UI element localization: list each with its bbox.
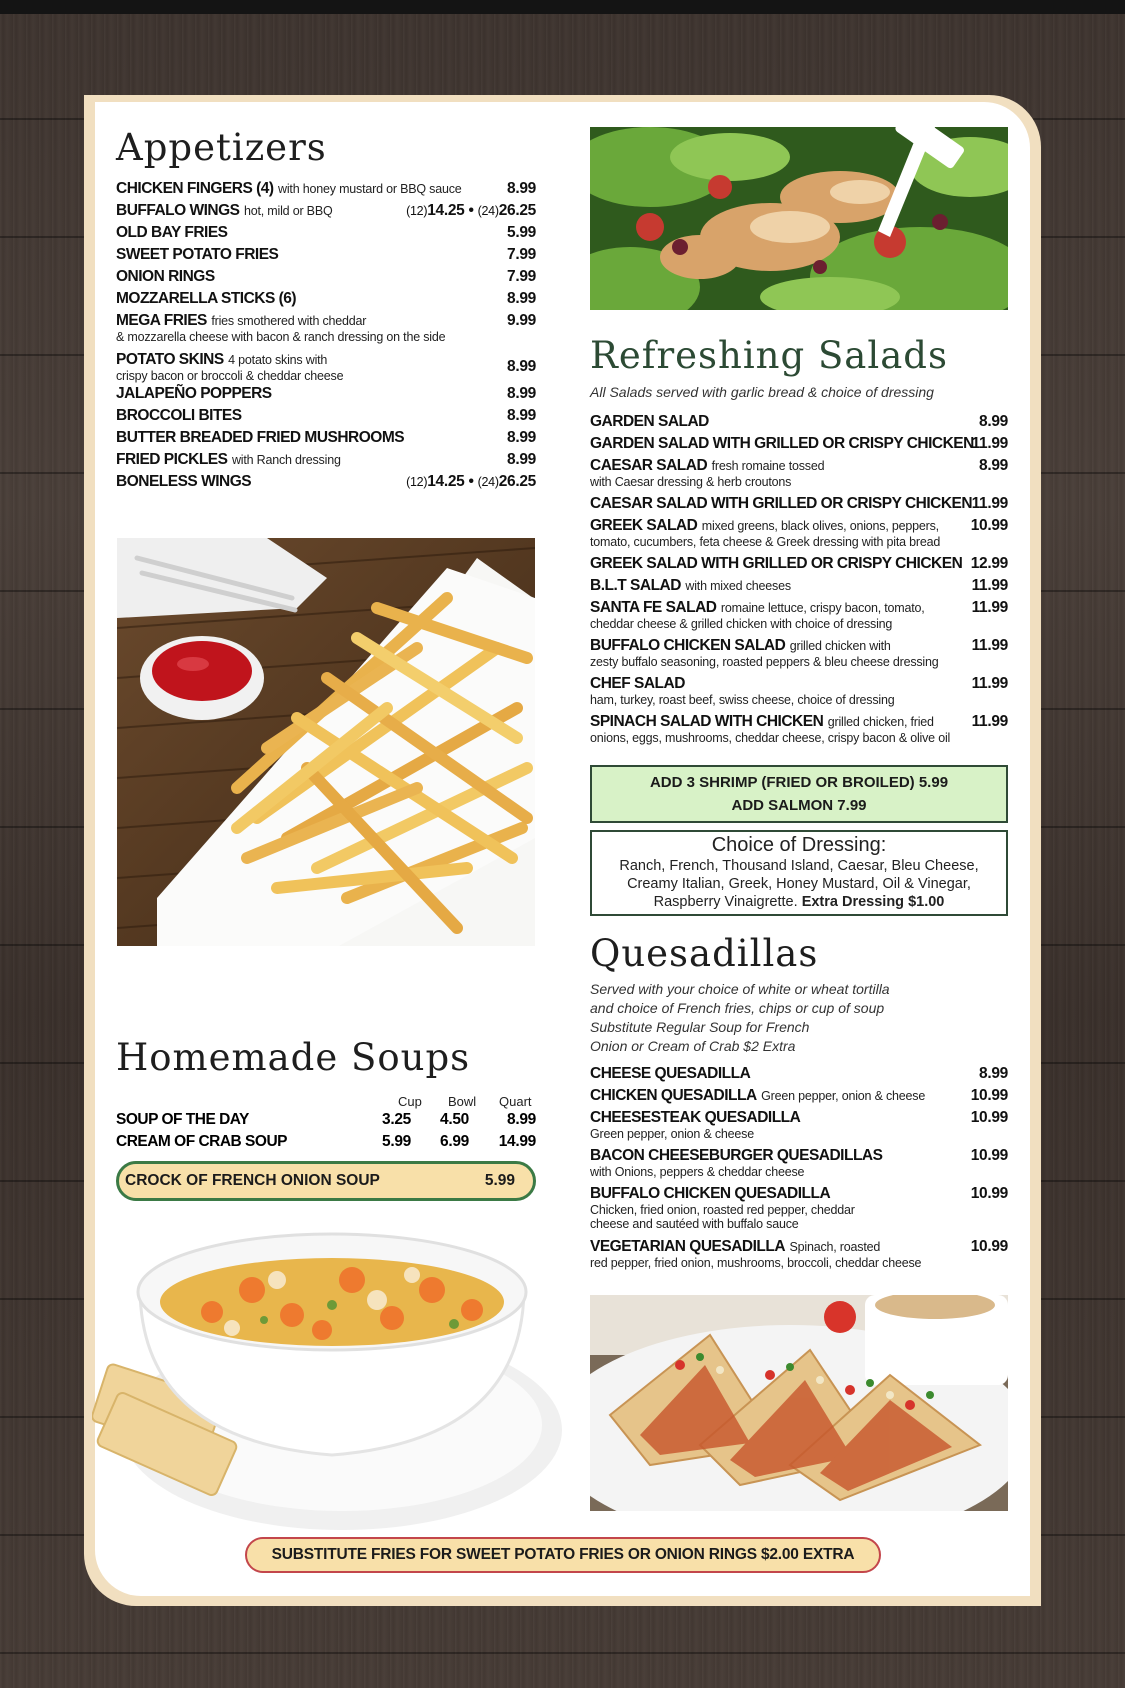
quesadillas-title: Quesadillas — [590, 932, 819, 975]
soup-photo — [92, 1220, 562, 1540]
addon-salmon: ADD SALMON 7.99 — [731, 797, 867, 814]
menu-item — [116, 180, 536, 202]
item-price: 8.99 — [507, 385, 536, 402]
item-price: 11.99 — [971, 435, 1008, 452]
soup-name: SOUP OF THE DAY — [116, 1111, 249, 1128]
menu-item — [116, 268, 536, 290]
dressing-title: Choice of Dressing: — [711, 834, 887, 856]
appetizers-title: Appetizers — [116, 126, 327, 169]
item-name: MOZZARELLA STICKS (6) — [116, 290, 297, 307]
menu-item — [116, 202, 536, 224]
item-price: 11.99 — [971, 577, 1008, 594]
item-price: 7.99 — [507, 268, 536, 285]
soup-row — [116, 1111, 536, 1133]
item-desc: mixed greens, black olives, onions, peppers, — [701, 519, 939, 533]
item-price: 8.99 — [507, 358, 536, 375]
item-desc: with mixed cheeses — [685, 579, 791, 593]
item-price: 8.99 — [507, 451, 536, 468]
item-price: 8.99 — [507, 180, 536, 197]
quesadillas-list — [590, 1065, 1008, 1276]
menu-item — [116, 224, 536, 246]
item-desc-2: onions, eggs, mushrooms, cheddar cheese, crispy bacon & olive oil — [590, 731, 951, 745]
menu-item — [116, 312, 536, 349]
item-desc: romaine lettuce, crispy bacon, tomato, — [720, 601, 925, 615]
menu-item — [590, 1087, 1008, 1109]
soups-table — [116, 1111, 536, 1155]
menu-item — [116, 473, 536, 495]
menu-item — [590, 675, 1008, 713]
item-desc: hot, mild or BBQ — [243, 204, 333, 218]
menu-item — [590, 713, 1008, 751]
item-desc: fries smothered with cheddar — [211, 314, 367, 328]
salads-section — [590, 334, 1008, 378]
appetizers-list — [116, 180, 536, 495]
quesadilla-photo — [590, 1295, 1008, 1511]
crock-soup-pill — [116, 1161, 536, 1201]
menu-item — [116, 407, 536, 429]
extra-dressing-price: Extra Dressing $1.00 — [801, 894, 945, 910]
item-desc-2: Green pepper, onion & cheese — [590, 1127, 754, 1141]
soups-title: Homemade Soups — [116, 1036, 471, 1079]
item-desc-2: zesty buffalo seasoning, roasted peppers & bleu cheese dressing — [590, 655, 939, 669]
item-desc-2: Chicken, fried onion, roasted red pepper, cheddar — [590, 1203, 855, 1217]
quesadilla-illustration — [590, 1295, 1008, 1511]
item-name: GARDEN SALAD — [590, 413, 709, 430]
item-name: CHICKEN FINGERS (4) — [116, 180, 274, 197]
soup-bowl-price: 4.50 — [440, 1111, 469, 1128]
top-bar — [0, 0, 1125, 14]
item-desc: fresh romaine tossed — [711, 459, 825, 473]
item-price: 11.99 — [971, 675, 1008, 692]
item-name: GREEK SALAD — [590, 517, 698, 534]
item-desc-2: & mozzarella cheese with bacon & ranch dressing on the side — [116, 330, 446, 344]
item-price-multi: (12)14.25 • (24)26.25 — [406, 202, 536, 219]
item-price: 8.99 — [979, 1065, 1008, 1082]
menu-item — [590, 435, 1008, 457]
item-price: 10.99 — [970, 1087, 1008, 1104]
quesadilla-note: Onion or Cream of Crab $2 Extra — [590, 1038, 796, 1054]
soup-cup-price: 3.25 — [382, 1111, 411, 1128]
item-desc: Green pepper, onion & cheese — [761, 1089, 926, 1103]
item-name: VEGETARIAN QUESADILLA — [590, 1238, 786, 1255]
item-name: SWEET POTATO FRIES — [116, 246, 279, 263]
menu-item — [590, 1065, 1008, 1087]
item-price: 8.99 — [507, 429, 536, 446]
menu-item — [116, 429, 536, 451]
quesadilla-note: and choice of French fries, chips or cup of soup — [590, 1000, 885, 1016]
fries-illustration — [117, 538, 535, 946]
item-name: SPINACH SALAD WITH CHICKEN — [590, 713, 824, 730]
dressing-line-2: Creamy Italian, Greek, Honey Mustard, Oil & Vinegar, — [627, 876, 971, 892]
menu-item — [590, 1147, 1008, 1185]
substitute-fries-note: SUBSTITUTE FRIES FOR SWEET POTATO FRIES OR ONION RINGS $2.00 EXTRA — [245, 1537, 881, 1573]
item-desc-2: crispy bacon or broccoli & cheddar cheese — [116, 369, 344, 383]
salad-addons-box — [590, 765, 1008, 823]
soups-section — [116, 1036, 536, 1080]
soup-quart-price: 8.99 — [507, 1111, 536, 1128]
item-desc: grilled chicken, fried — [827, 715, 934, 729]
item-desc: with honey mustard or BBQ sauce — [278, 182, 462, 196]
menu-item — [590, 1109, 1008, 1147]
salads-subtitle: All Salads served with garlic bread & choice of dressing — [590, 384, 934, 400]
addon-shrimp: ADD 3 SHRIMP (FRIED OR BROILED) 5.99 — [649, 774, 949, 791]
item-price: 11.99 — [971, 495, 1008, 512]
quesadillas-notes — [590, 980, 1008, 1056]
item-desc-2: tomato, cucumbers, feta cheese & Greek dressing with pita bread — [590, 535, 941, 549]
item-name: JALAPEÑO POPPERS — [116, 385, 272, 402]
item-desc: 4 potato skins with — [228, 353, 328, 367]
menu-item — [590, 577, 1008, 599]
soup-illustration — [92, 1220, 562, 1540]
item-name: CAESAR SALAD — [590, 457, 708, 474]
item-name: B.L.T SALAD — [590, 577, 681, 594]
menu-item — [590, 413, 1008, 435]
item-desc-2: red pepper, fried onion, mushrooms, broccoli, cheddar cheese — [590, 1256, 922, 1270]
menu-item — [590, 555, 1008, 577]
soup-bowl-price: 6.99 — [440, 1133, 469, 1150]
item-price: 10.99 — [970, 1238, 1008, 1255]
salads-list — [590, 413, 1008, 751]
soup-quart-price: 14.99 — [498, 1133, 536, 1150]
item-name: ONION RINGS — [116, 268, 215, 285]
item-price: 8.99 — [507, 290, 536, 307]
item-price: 11.99 — [971, 637, 1008, 654]
menu-item — [590, 495, 1008, 517]
item-price: 10.99 — [970, 1147, 1008, 1164]
menu-item — [590, 517, 1008, 555]
item-desc: with Ranch dressing — [231, 453, 341, 467]
item-name: CHICKEN QUESADILLA — [590, 1087, 757, 1104]
item-desc-2: with Caesar dressing & herb croutons — [590, 475, 792, 489]
item-name: OLD BAY FRIES — [116, 224, 228, 241]
menu-item — [590, 457, 1008, 495]
item-desc-2: ham, turkey, roast beef, swiss cheese, choice of dressing — [590, 693, 895, 707]
item-price: 11.99 — [971, 713, 1008, 730]
item-name: CHEESESTEAK QUESADILLA — [590, 1109, 801, 1126]
item-name: POTATO SKINS — [116, 351, 224, 368]
item-price: 9.99 — [507, 312, 536, 329]
item-price: 7.99 — [507, 246, 536, 263]
quesadillas-section — [590, 932, 1008, 976]
dressing-line-1: Ranch, French, Thousand Island, Caesar, Bleu Cheese, — [619, 858, 979, 874]
item-name: MEGA FRIES — [116, 312, 207, 329]
item-desc-2: cheddar cheese & grilled chicken with choice of dressing — [590, 617, 893, 631]
item-name: CHEF SALAD — [590, 675, 685, 692]
item-price: 10.99 — [970, 517, 1008, 534]
item-desc: grilled chicken with — [789, 639, 891, 653]
item-name: CAESAR SALAD WITH GRILLED OR CRISPY CHICKEN — [590, 495, 973, 512]
dressing-box — [590, 830, 1008, 916]
item-name: BUFFALO CHICKEN QUESADILLA — [590, 1185, 831, 1202]
item-price: 11.99 — [971, 599, 1008, 616]
soup-name: CREAM OF CRAB SOUP — [116, 1133, 287, 1150]
menu-item — [590, 637, 1008, 675]
item-name: SANTA FE SALAD — [590, 599, 717, 616]
column-header-quart: Quart — [499, 1094, 532, 1109]
crock-soup-name: CROCK OF FRENCH ONION SOUP — [125, 1172, 380, 1189]
menu-item — [590, 599, 1008, 637]
appetizers-section — [116, 126, 536, 170]
menu-item — [116, 290, 536, 312]
soup-cup-price: 5.99 — [382, 1133, 411, 1150]
salads-title: Refreshing Salads — [590, 334, 948, 377]
item-price: 10.99 — [970, 1109, 1008, 1126]
item-name: BUTTER BREADED FRIED MUSHROOMS — [116, 429, 405, 446]
item-price: 10.99 — [970, 1185, 1008, 1202]
item-price: 12.99 — [970, 555, 1008, 572]
item-name: BUFFALO CHICKEN SALAD — [590, 637, 786, 654]
quesadilla-note: Substitute Regular Soup for French — [590, 1019, 810, 1035]
column-header-bowl: Bowl — [448, 1094, 477, 1109]
crock-soup-price: 5.99 — [484, 1172, 515, 1189]
item-desc-2: with Onions, peppers & cheddar cheese — [590, 1165, 805, 1179]
item-name: GARDEN SALAD WITH GRILLED OR CRISPY CHICKEN — [590, 435, 974, 452]
item-price: 8.99 — [979, 457, 1008, 474]
item-name: CHEESE QUESADILLA — [590, 1065, 751, 1082]
menu-item — [116, 385, 536, 407]
column-header-cup: Cup — [398, 1094, 422, 1109]
menu-item — [590, 1185, 1008, 1238]
item-name: BACON CHEESEBURGER QUESADILLAS — [590, 1147, 883, 1164]
dressing-line-3: Raspberry Vinaigrette. Extra Dressing $1.00 — [653, 894, 945, 910]
menu-item — [590, 1238, 1008, 1276]
menu-item — [116, 451, 536, 473]
item-name: BONELESS WINGS — [116, 473, 252, 490]
item-name: GREEK SALAD WITH GRILLED OR CRISPY CHICKEN — [590, 555, 963, 572]
item-price: 5.99 — [507, 224, 536, 241]
fries-photo — [117, 538, 535, 946]
soup-row — [116, 1133, 536, 1155]
salad-illustration — [590, 127, 1008, 310]
quesadilla-note: Served with your choice of white or wheat tortilla — [590, 981, 890, 997]
item-price: 8.99 — [507, 407, 536, 424]
item-name: BUFFALO WINGS — [116, 202, 240, 219]
menu-item — [116, 349, 536, 385]
item-desc: Spinach, roasted — [789, 1240, 881, 1254]
item-price: 8.99 — [979, 413, 1008, 430]
item-price-multi: (12)14.25 • (24)26.25 — [406, 473, 536, 490]
item-desc-3: cheese and sautéed with buffalo sauce — [590, 1217, 799, 1231]
salad-photo — [590, 127, 1008, 310]
item-name: FRIED PICKLES — [116, 451, 228, 468]
item-name: BROCCOLI BITES — [116, 407, 242, 424]
menu-item — [116, 246, 536, 268]
